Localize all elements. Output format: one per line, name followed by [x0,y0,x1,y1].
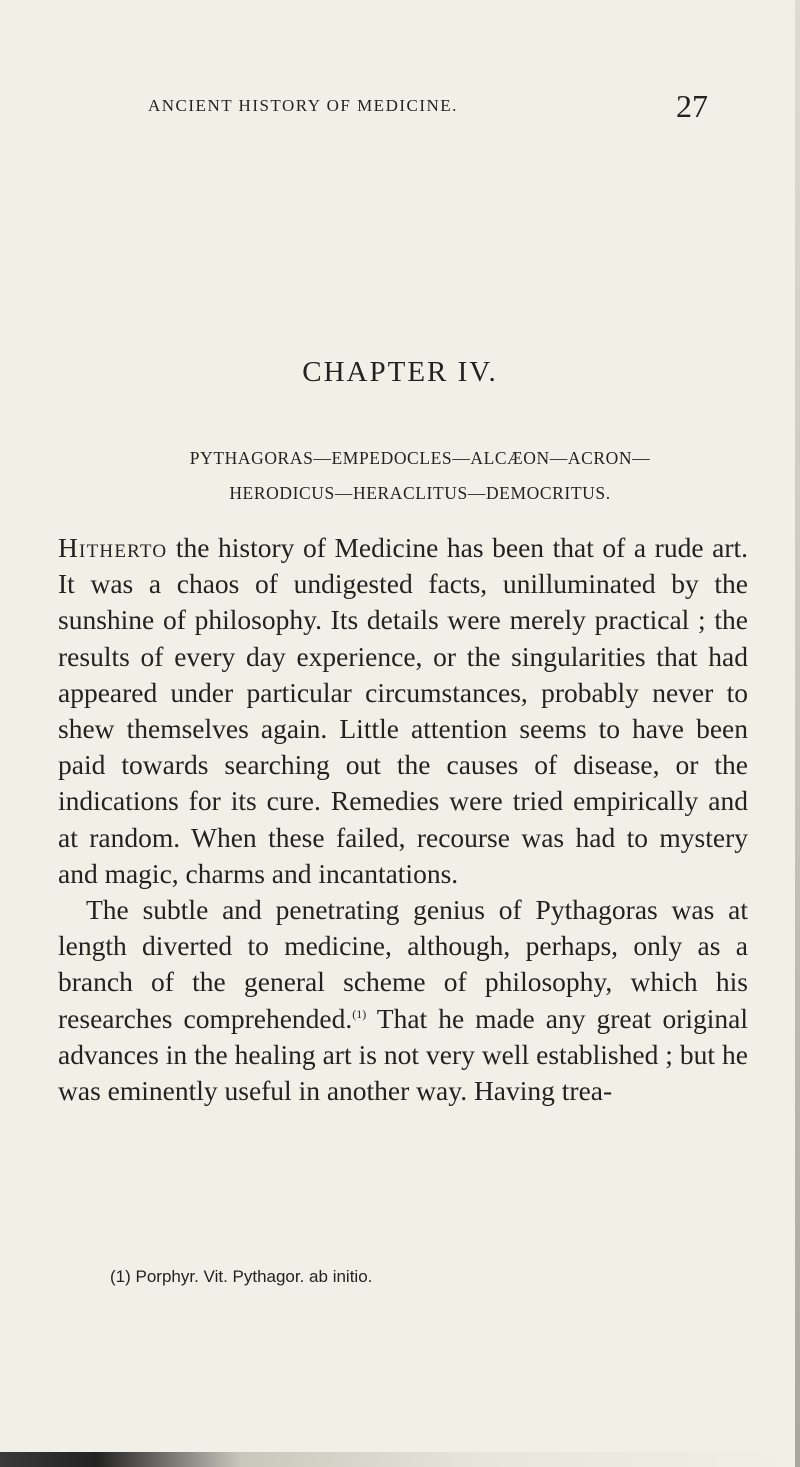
chapter-subtitle-line-2: HERODICUS—HERACLITUS—DEMOCRITUS. [229,483,611,503]
page-bottom-edge [0,1452,800,1467]
paragraph-2 [58,892,748,1109]
paragraph-2-continuation: That he made any great original advances in the healing art is not very well established ; but he was eminently useful in another way. Having trea- [58,1002,748,1107]
footnote: (1) Porphyr. Vit. Pythagor. ab initio. [110,1267,373,1286]
page-right-edge [795,0,800,1467]
paragraph-1-text: the history of Medicine has been that of a rude art. It was a chaos of undigested facts, unilluminated by the sunshine of philosophy. Its details were merely practical ; the results of every day experience, or the singularities that had appeared under particular circumstances, probably never to shew themselves again. Little attention seems to have been paid towards searching out the causes of disease, or the indications for its cure. Remedies were tried empirically and at random. When these failed, recourse was had to mystery and magic, charms and incantations. [58,532,748,889]
paragraph-1 [58,530,748,892]
paragraph-2-text: The subtle and penetrating genius of Pythagoras was at length diverted to medicine, although, perhaps, only as a branch of the general scheme of philosophy, which his researches comprehended. [58,894,748,1034]
chapter-subtitle-line-1: PYTHAGORAS—EMPEDOCLES—ALCÆON—ACRON— [189,448,651,468]
page-number: 27 [676,88,708,124]
running-title: ANCIENT HISTORY OF MEDICINE. [148,96,458,115]
chapter-title: CHAPTER IV. [302,356,498,388]
paragraph-lead-word: Hitherto [58,532,168,563]
running-head [148,88,708,124]
footnote-reference: (1) [352,1006,367,1021]
body-text [58,530,748,1109]
